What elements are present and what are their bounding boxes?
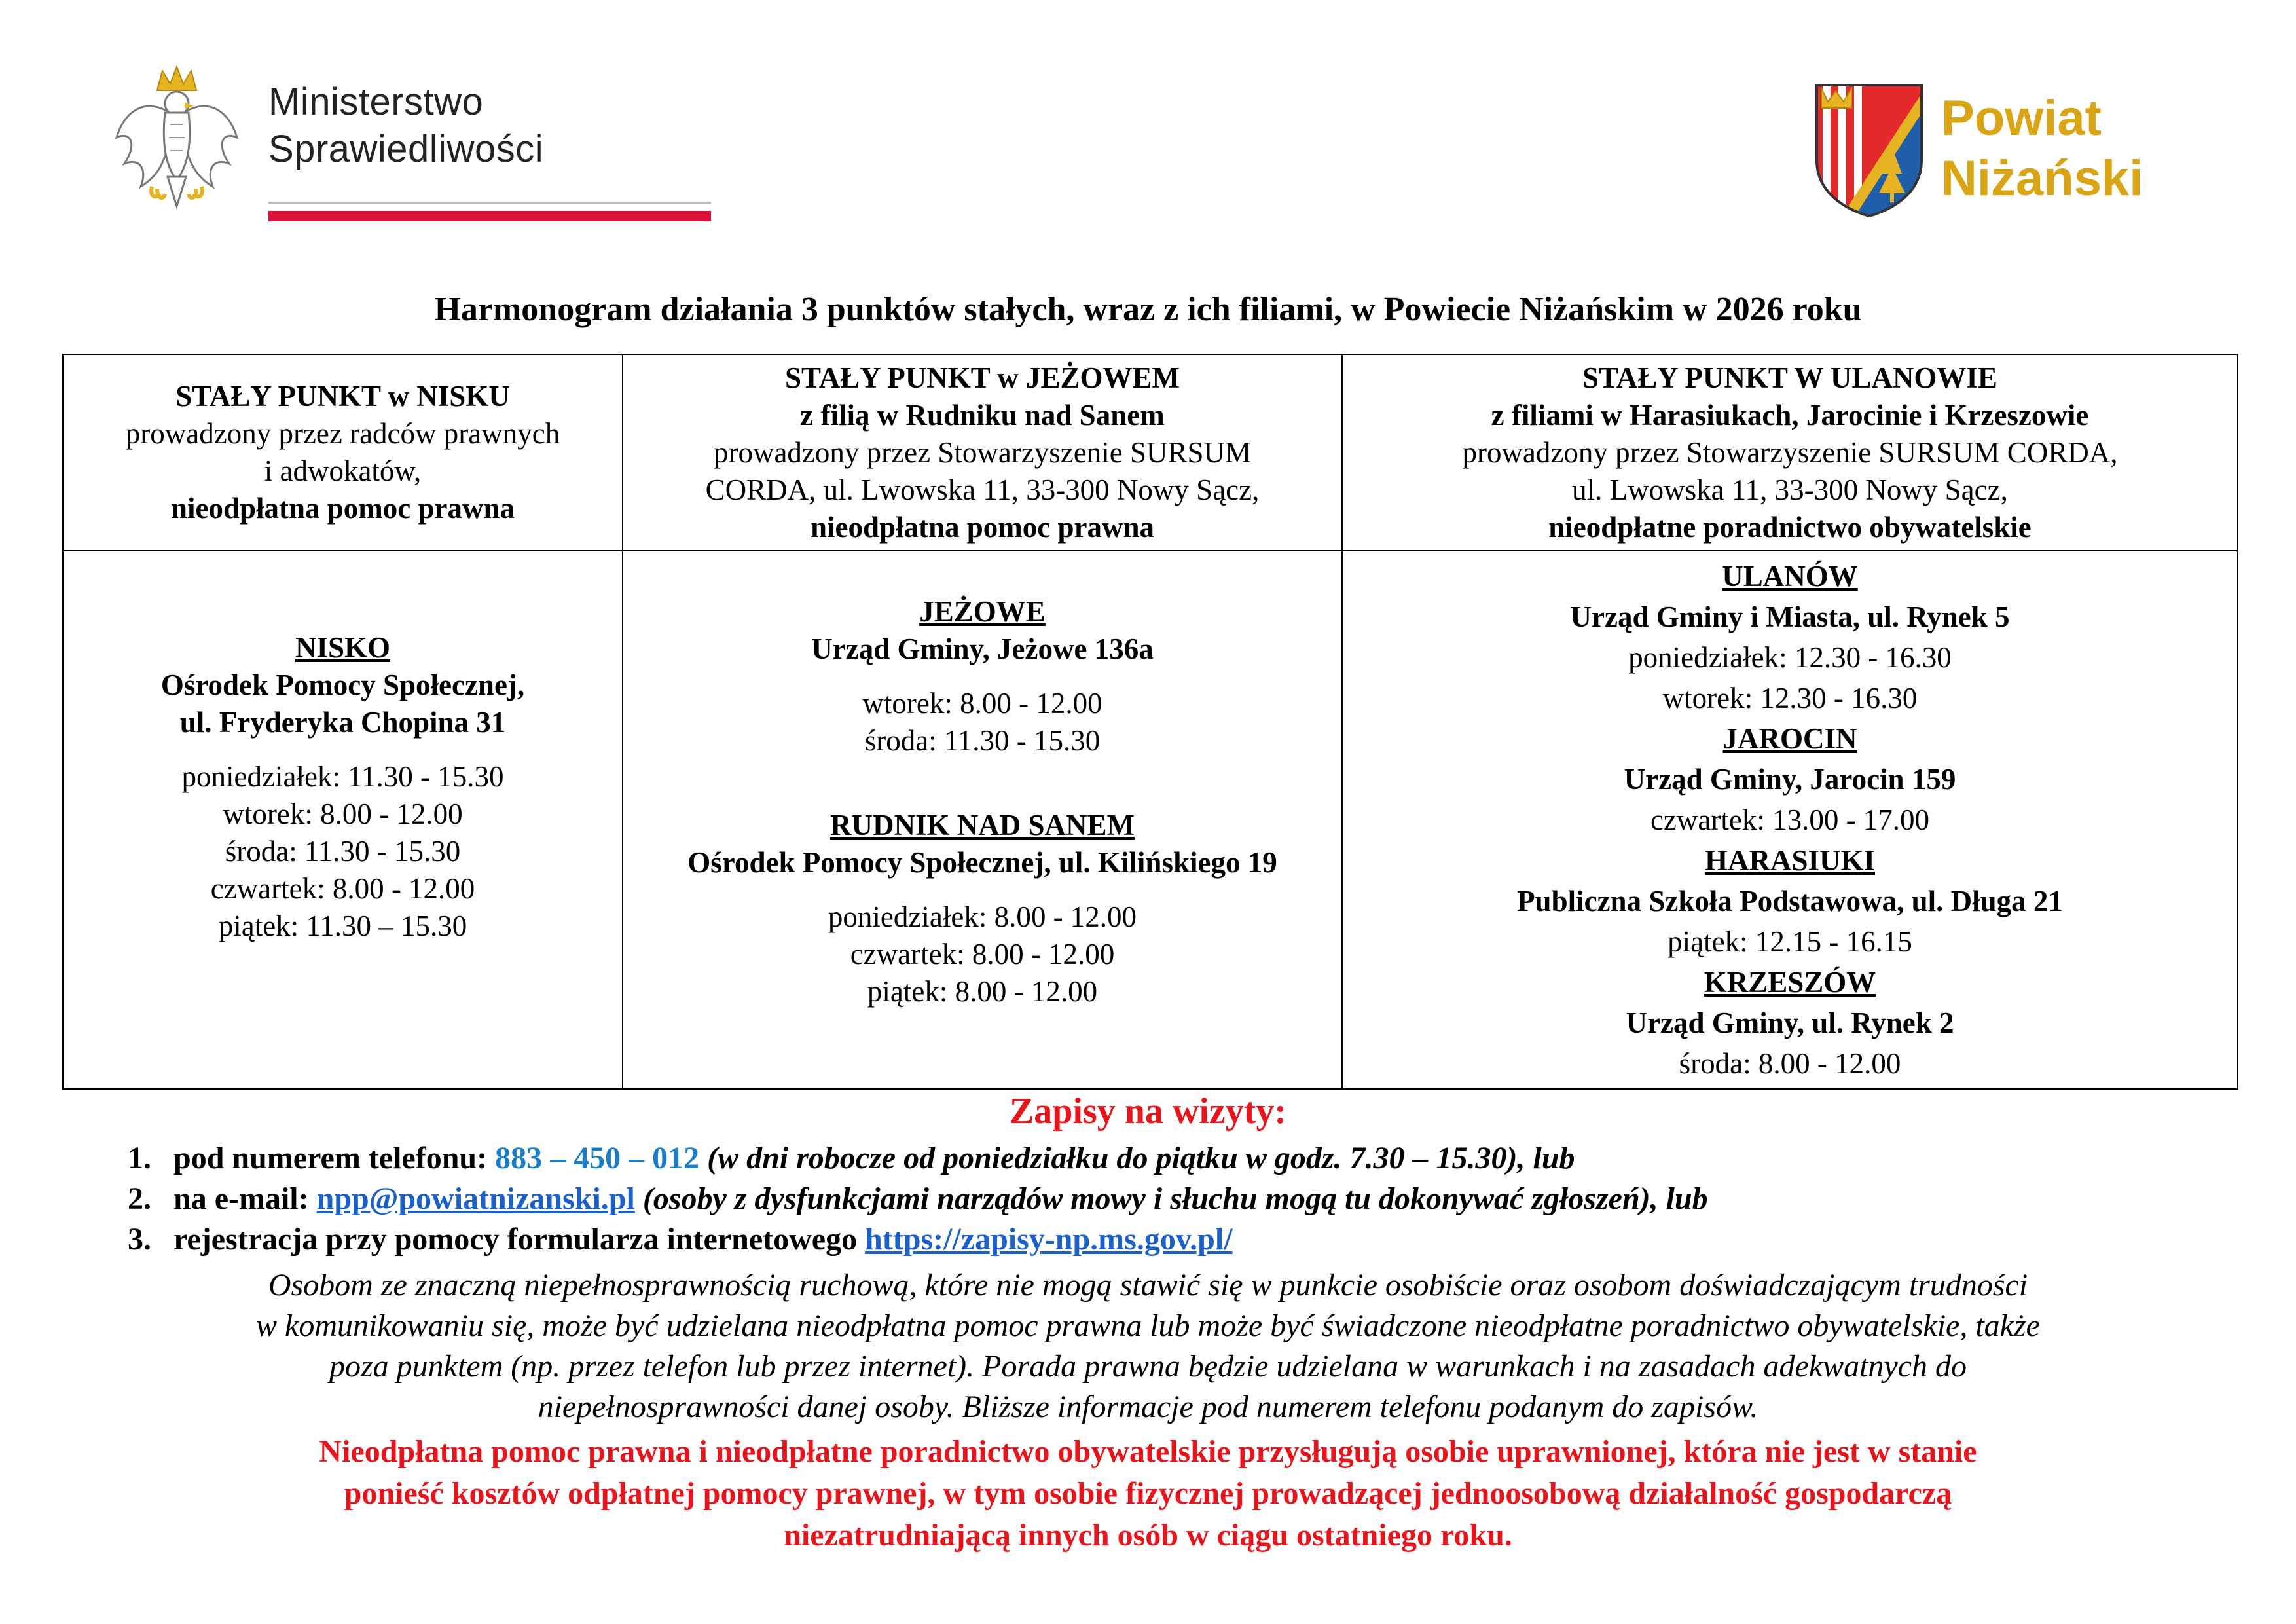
registration-label: rejestracja przy pomocy formularza internetowego — [173, 1222, 858, 1257]
location-name: JAROCIN — [1722, 722, 1857, 755]
info-line: w komunikowaniu się, może być udzielana nieodpłatna pomoc prawna lub może być świadczone nieodpłatne poradnictwo obywatelskie, także — [256, 1308, 2040, 1343]
accessibility-info — [52, 1265, 2244, 1428]
registration-item-phone — [128, 1138, 2223, 1179]
info-line: poza punktem (np. przez telefon lub przez internet). Porada prawna będzie udzielana w warunkach i na zasadach adekwatnych do — [329, 1349, 1967, 1384]
location-name: JEŻOWE — [919, 595, 1046, 628]
column-service-type: nieodpłatne poradnictwo obywatelskie — [1548, 510, 2032, 544]
eligibility-notice — [92, 1431, 2204, 1557]
info-line: Osobom ze znaczną niepełnosprawnością ruchową, które nie mogą stawić się w punkcie osobiście oraz osobom doświadczającym trudności — [268, 1268, 2028, 1302]
notice-line: Nieodpłatna pomoc prawna i nieodpłatne poradnictwo obywatelskie przysługują osobie uprawnionej, która nie jest w stanie — [319, 1434, 1977, 1469]
ministry-divider-grey — [268, 202, 711, 204]
powiat-logo — [1813, 82, 2154, 232]
powiat-name-line1: Powiat — [1941, 90, 2102, 146]
registration-note: (w dni robocze od poniedziałku do piątku w godz. 7.30 – 15.30), lub — [707, 1141, 1575, 1175]
location-address: Urząd Gminy, ul. Rynek 2 — [1626, 1006, 1954, 1039]
registration-form-link[interactable]: https://zapisy-np.ms.gov.pl/ — [865, 1222, 1233, 1257]
ministry-logo — [111, 65, 622, 229]
list-number: 3. — [128, 1222, 151, 1257]
table-body-row — [63, 551, 2238, 1089]
powiat-crest-icon — [1813, 82, 1925, 219]
registration-title: Zapisy na wizyty: — [1009, 1091, 1287, 1132]
ministry-name-line2: Sprawiedliwości — [268, 128, 544, 170]
column-title: STAŁY PUNKT w NISKU — [175, 380, 510, 413]
opening-hours: wtorek: 12.30 - 16.30 — [1662, 682, 1918, 714]
location-address: Urząd Gminy, Jeżowe 136a — [811, 632, 1154, 665]
registration-item-email — [128, 1179, 2223, 1219]
notice-line: niezatrudniającą innych osób w ciągu ostatniego roku. — [784, 1518, 1512, 1553]
location-address: ul. Fryderyka Chopina 31 — [179, 706, 506, 739]
location-address: Ośrodek Pomocy Społecznej, — [160, 669, 525, 701]
location-name: NISKO — [295, 631, 391, 664]
ministry-name — [268, 79, 543, 173]
location-name: ULANÓW — [1722, 560, 1858, 593]
opening-hours: środa: 8.00 - 12.00 — [1679, 1047, 1901, 1080]
column-title: STAŁY PUNKT W ULANOWIE — [1582, 361, 1997, 394]
phone-number[interactable]: 883 – 450 – 012 — [495, 1141, 700, 1175]
registration-note: (osoby z dysfunkcjami narządów mowy i słuchu mogą tu dokonywać zgłoszeń), lub — [642, 1181, 1708, 1216]
column-body-nisko — [63, 551, 623, 1089]
email-link[interactable]: npp@powiatnizanski.pl — [316, 1181, 635, 1216]
opening-hours: piątek: 12.15 - 16.15 — [1667, 925, 1912, 958]
opening-hours: wtorek: 8.00 - 12.00 — [862, 686, 1102, 720]
notice-line: ponieść kosztów odpłatnej pomocy prawnej, w tym osobie fizycznej prowadzącej jednoosobową działalność gospodarczą — [344, 1476, 1952, 1511]
registration-list — [128, 1138, 2223, 1260]
column-operator-line: ul. Lwowska 11, 33-300 Nowy Sącz, — [1572, 473, 2008, 506]
column-operator-line: prowadzony przez radców prawnych — [125, 417, 560, 450]
column-body-ulanow — [1342, 551, 2238, 1089]
column-operator-line: i adwokatów, — [264, 454, 422, 487]
column-operator-line: prowadzony przez Stowarzyszenie SURSUM — [713, 435, 1252, 469]
location-name: RUDNIK NAD SANEM — [829, 808, 1135, 841]
list-number: 1. — [128, 1141, 151, 1175]
ministry-divider-red — [268, 211, 711, 221]
list-number: 2. — [128, 1181, 151, 1216]
column-header-ulanow — [1342, 354, 2238, 551]
ministry-name-line1: Ministerstwo — [268, 81, 484, 123]
column-subtitle: z filią w Rudniku nad Sanem — [800, 398, 1165, 432]
opening-hours: poniedziałek: 11.30 - 15.30 — [181, 760, 504, 793]
column-header-jezowe — [623, 354, 1342, 551]
location-address: Ośrodek Pomocy Społecznej, ul. Kilińskiego 19 — [687, 845, 1277, 879]
opening-hours: piątek: 11.30 – 15.30 — [218, 910, 467, 942]
location-address: Publiczna Szkoła Podstawowa, ul. Długa 21 — [1517, 885, 2063, 917]
opening-hours: poniedziałek: 12.30 - 16.30 — [1628, 641, 1952, 674]
column-operator-line: CORDA, ul. Lwowska 11, 33-300 Nowy Sącz, — [705, 473, 1260, 506]
info-line: niepełnosprawności danej osoby. Bliższe informacje pod numerem telefonu podanym do zapisów. — [538, 1390, 1758, 1424]
column-header-nisko — [63, 354, 623, 551]
column-service-type: nieodpłatna pomoc prawna — [170, 492, 515, 525]
location-name: KRZESZÓW — [1704, 966, 1876, 999]
registration-item-online — [128, 1219, 2223, 1260]
registration-label: na e-mail: — [173, 1181, 309, 1216]
opening-hours: czwartek: 8.00 - 12.00 — [210, 872, 475, 905]
page-title: Harmonogram działania 3 punktów stałych, wraz z ich filiami, w Powiecie Niżańskim w 2026 roku — [434, 291, 1862, 328]
location-address: Urząd Gminy i Miasta, ul. Rynek 5 — [1570, 600, 2010, 633]
table-header-row — [63, 354, 2238, 551]
powiat-name-line2: Niżański — [1941, 151, 2143, 206]
column-service-type: nieodpłatna pomoc prawna — [810, 510, 1155, 544]
opening-hours: piątek: 8.00 - 12.00 — [867, 974, 1098, 1008]
opening-hours: czwartek: 13.00 - 17.00 — [1650, 803, 1930, 836]
column-operator-line: prowadzony przez Stowarzyszenie SURSUM CORDA, — [1462, 435, 2118, 469]
opening-hours: czwartek: 8.00 - 12.00 — [850, 937, 1115, 970]
location-name: HARASIUKI — [1704, 844, 1876, 877]
location-address: Urząd Gminy, Jarocin 159 — [1624, 763, 1956, 796]
column-subtitle: z filiami w Harasiukach, Jarocinie i Krzeszowie — [1491, 398, 2089, 432]
column-title: STAŁY PUNKT w JEŻOWEM — [785, 361, 1180, 394]
powiat-name — [1941, 88, 2143, 209]
registration-label: pod numerem telefonu: — [173, 1141, 488, 1175]
polish-eagle-icon — [111, 65, 242, 223]
opening-hours: środa: 11.30 - 15.30 — [225, 835, 461, 868]
opening-hours: środa: 11.30 - 15.30 — [864, 724, 1101, 757]
opening-hours: wtorek: 8.00 - 12.00 — [223, 798, 463, 830]
schedule-table — [62, 354, 2238, 1090]
column-body-jezowe — [623, 551, 1342, 1089]
opening-hours: poniedziałek: 8.00 - 12.00 — [828, 900, 1137, 933]
